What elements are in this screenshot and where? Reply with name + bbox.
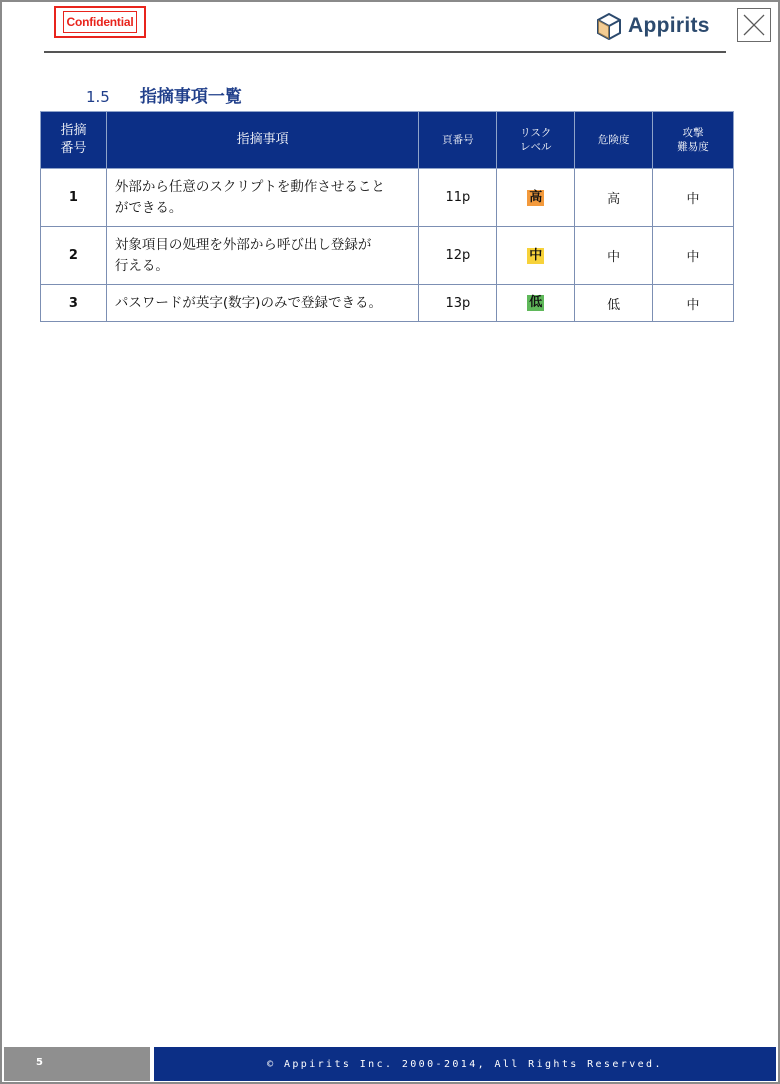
row-page: 13p (419, 285, 497, 322)
confidential-label: Confidential (63, 11, 138, 33)
row-attack-difficulty: 中 (653, 227, 734, 285)
row-danger: 中 (575, 227, 653, 285)
page-footer (4, 1047, 776, 1081)
row-number: 1 (41, 169, 107, 227)
row-issue: 外部から任意のスクリプトを動作させること ができる。 (106, 169, 419, 227)
close-button[interactable] (737, 8, 771, 42)
table-row (41, 227, 734, 285)
row-number: 2 (41, 227, 107, 285)
table-row (41, 169, 734, 227)
row-danger: 低 (575, 285, 653, 322)
header-divider (44, 51, 726, 53)
row-risk-level (497, 227, 575, 285)
header-page: 頁番号 (419, 112, 497, 169)
cube-logo-icon (596, 12, 622, 40)
section-number: 1.5 (86, 88, 110, 106)
section-heading (86, 82, 242, 107)
company-logo (596, 12, 710, 40)
section-title: 指摘事項一覧 (139, 87, 242, 107)
row-risk-level (497, 285, 575, 322)
row-attack-difficulty: 中 (653, 285, 734, 322)
table-row (41, 285, 734, 322)
row-page: 12p (419, 227, 497, 285)
row-issue: パスワードが英字(数字)のみで登録できる。 (106, 285, 419, 322)
row-issue: 対象項目の処理を外部から呼び出し登録が 行える。 (106, 227, 419, 285)
close-icon[interactable] (738, 9, 770, 41)
risk-badge-high: 高 (529, 189, 543, 205)
logo-text: Appirits (628, 14, 710, 37)
row-attack-difficulty: 中 (653, 169, 734, 227)
row-risk-level (497, 169, 575, 227)
row-page: 11p (419, 169, 497, 227)
risk-badge-low: 低 (529, 295, 543, 310)
header-danger: 危険度 (575, 112, 653, 169)
risk-badge-medium: 中 (529, 247, 543, 263)
findings-table (40, 111, 734, 322)
row-danger: 高 (575, 169, 653, 227)
header-no: 指摘 番号 (41, 112, 107, 169)
header-issue: 指摘事項 (106, 112, 419, 169)
confidential-stamp (54, 6, 146, 38)
footer-page-number: 5 (4, 1047, 150, 1081)
row-number: 3 (41, 285, 107, 322)
header-risk-level: リスク レベル (497, 112, 575, 169)
table-header-row (41, 112, 734, 169)
footer-copyright: © Appirits Inc. 2000-2014, All Rights Reserved. (154, 1047, 776, 1081)
header-attack-difficulty: 攻撃 難易度 (653, 112, 734, 169)
